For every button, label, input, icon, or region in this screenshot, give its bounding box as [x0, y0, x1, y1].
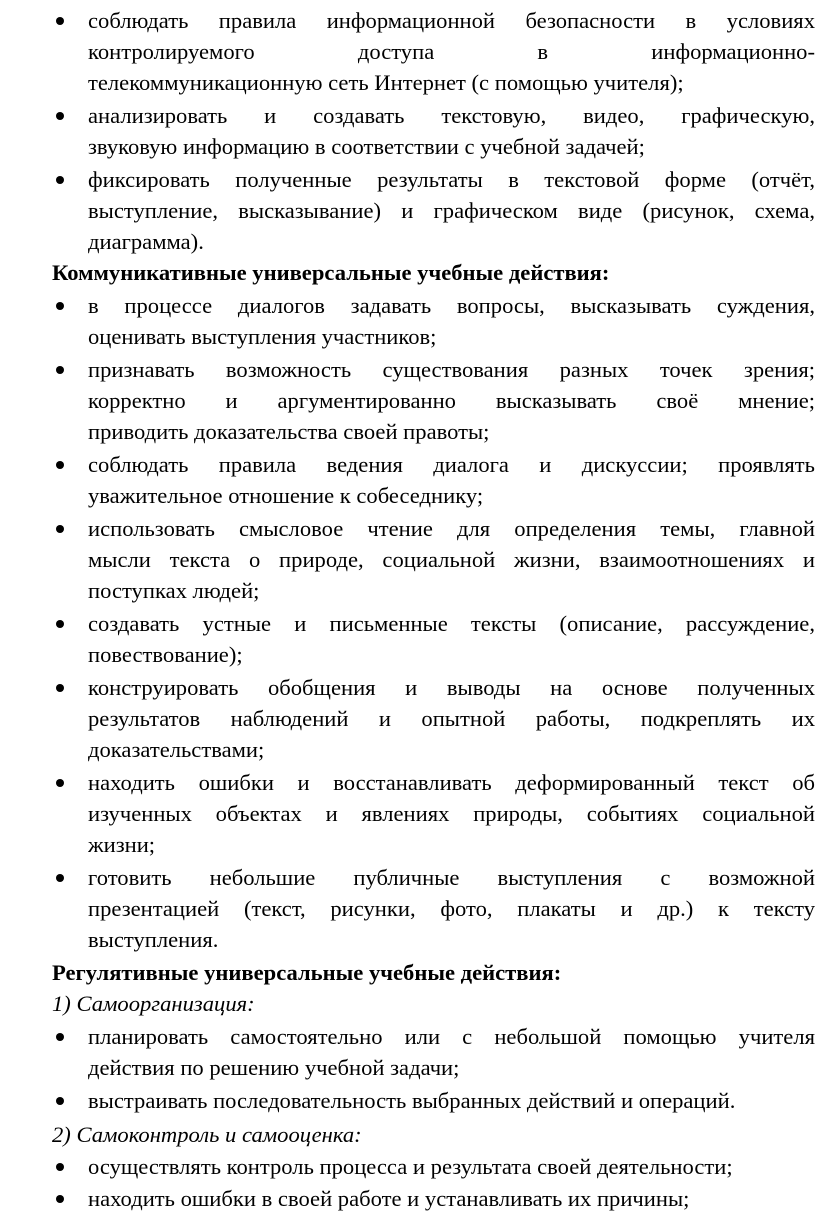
list-item-line: контролируемого доступа в информационно- — [88, 39, 815, 64]
bullet-icon — [56, 684, 64, 692]
bullet-icon — [56, 1163, 64, 1171]
list-item-line: выстраивать последовательность выбранных действий и операций. — [88, 1088, 736, 1113]
list-item-line: корректно и аргументированно высказывать своё мнение; — [88, 388, 815, 413]
list-item-line: презентацией (текст, рисунки, фото, плакаты и др.) к тексту — [88, 896, 815, 921]
list-item-line: планировать самостоятельно или с небольшой помощью учителя — [88, 1024, 815, 1049]
bullet-icon — [56, 620, 64, 628]
subheading-self-control: 2) Самоконтроль и самооценка: — [52, 1122, 362, 1147]
list-item-line: использовать смысловое чтение для определения темы, главной — [88, 516, 815, 541]
bullet-icon — [56, 17, 64, 25]
section-heading-regulative: Регулятивные универсальные учебные действия: — [52, 960, 562, 985]
list-item-line: приводить доказательства своей правоты; — [88, 419, 490, 444]
list-item-line: выступления. — [88, 927, 219, 952]
list-item-line: находить ошибки в своей работе и устанавливать их причины; — [88, 1186, 690, 1211]
list-item-line: телекоммуникационную сеть Интернет (с помощью учителя); — [88, 70, 684, 95]
bullet-icon — [56, 1097, 64, 1105]
bullet-icon — [56, 366, 64, 374]
list-item-line: действия по решению учебной задачи; — [88, 1055, 460, 1080]
list-item-line: изученных объектах и явлениях природы, событиях социальной — [88, 801, 815, 826]
list-item-line: оценивать выступления участников; — [88, 324, 437, 349]
list-item-line: признавать возможность существования разных точек зрения; — [88, 357, 815, 382]
list-item-line: доказательствами; — [88, 737, 265, 762]
bullet-icon — [56, 874, 64, 882]
list-item-line: анализировать и создавать текстовую, видео, графическую, — [88, 103, 815, 128]
bullet-icon — [56, 1195, 64, 1203]
list-item-line: создавать устные и письменные тексты (описание, рассуждение, — [88, 611, 815, 636]
list-item-line: диаграмма). — [88, 229, 204, 254]
list-item-line: осуществлять контроль процесса и результата своей деятельности; — [88, 1154, 733, 1179]
bullet-icon — [56, 112, 64, 120]
list-item-line: звуковую информацию в соответствии с учебной задачей; — [88, 134, 645, 159]
list-item-line: фиксировать полученные результаты в текстовой форме (отчёт, — [88, 167, 815, 192]
list-item-line: жизни; — [88, 832, 156, 857]
bullet-icon — [56, 176, 64, 184]
list-item-line: в процессе диалогов задавать вопросы, высказывать суждения, — [88, 293, 815, 318]
list-item-line: соблюдать правила ведения диалога и дискуссии; проявлять — [88, 452, 815, 477]
list-item-line: поступках людей; — [88, 578, 260, 603]
list-item-line: повествование); — [88, 642, 243, 667]
section-heading-communicative: Коммуникативные универсальные учебные действия: — [52, 260, 610, 285]
list-item-line: выступление, высказывание) и графическом виде (рисунок, схема, — [88, 198, 815, 223]
list-item-line: уважительное отношение к собеседнику; — [88, 483, 484, 508]
subheading-self-organization: 1) Самоорганизация: — [52, 991, 255, 1016]
bullet-icon — [56, 779, 64, 787]
list-item-line: результатов наблюдений и опытной работы, подкреплять их — [88, 706, 815, 731]
list-item-line: конструировать обобщения и выводы на основе полученных — [88, 675, 815, 700]
bullet-icon — [56, 1033, 64, 1041]
bullet-icon — [56, 525, 64, 533]
list-item-line: соблюдать правила информационной безопасности в условиях — [88, 8, 815, 33]
list-item-line: мысли текста о природе, социальной жизни, взаимоотношениях и — [88, 547, 815, 572]
list-item-line: находить ошибки и восстанавливать деформированный текст об — [88, 770, 815, 795]
bullet-icon — [56, 461, 64, 469]
list-item-line: готовить небольшие публичные выступления с возможной — [88, 865, 815, 890]
bullet-icon — [56, 302, 64, 310]
